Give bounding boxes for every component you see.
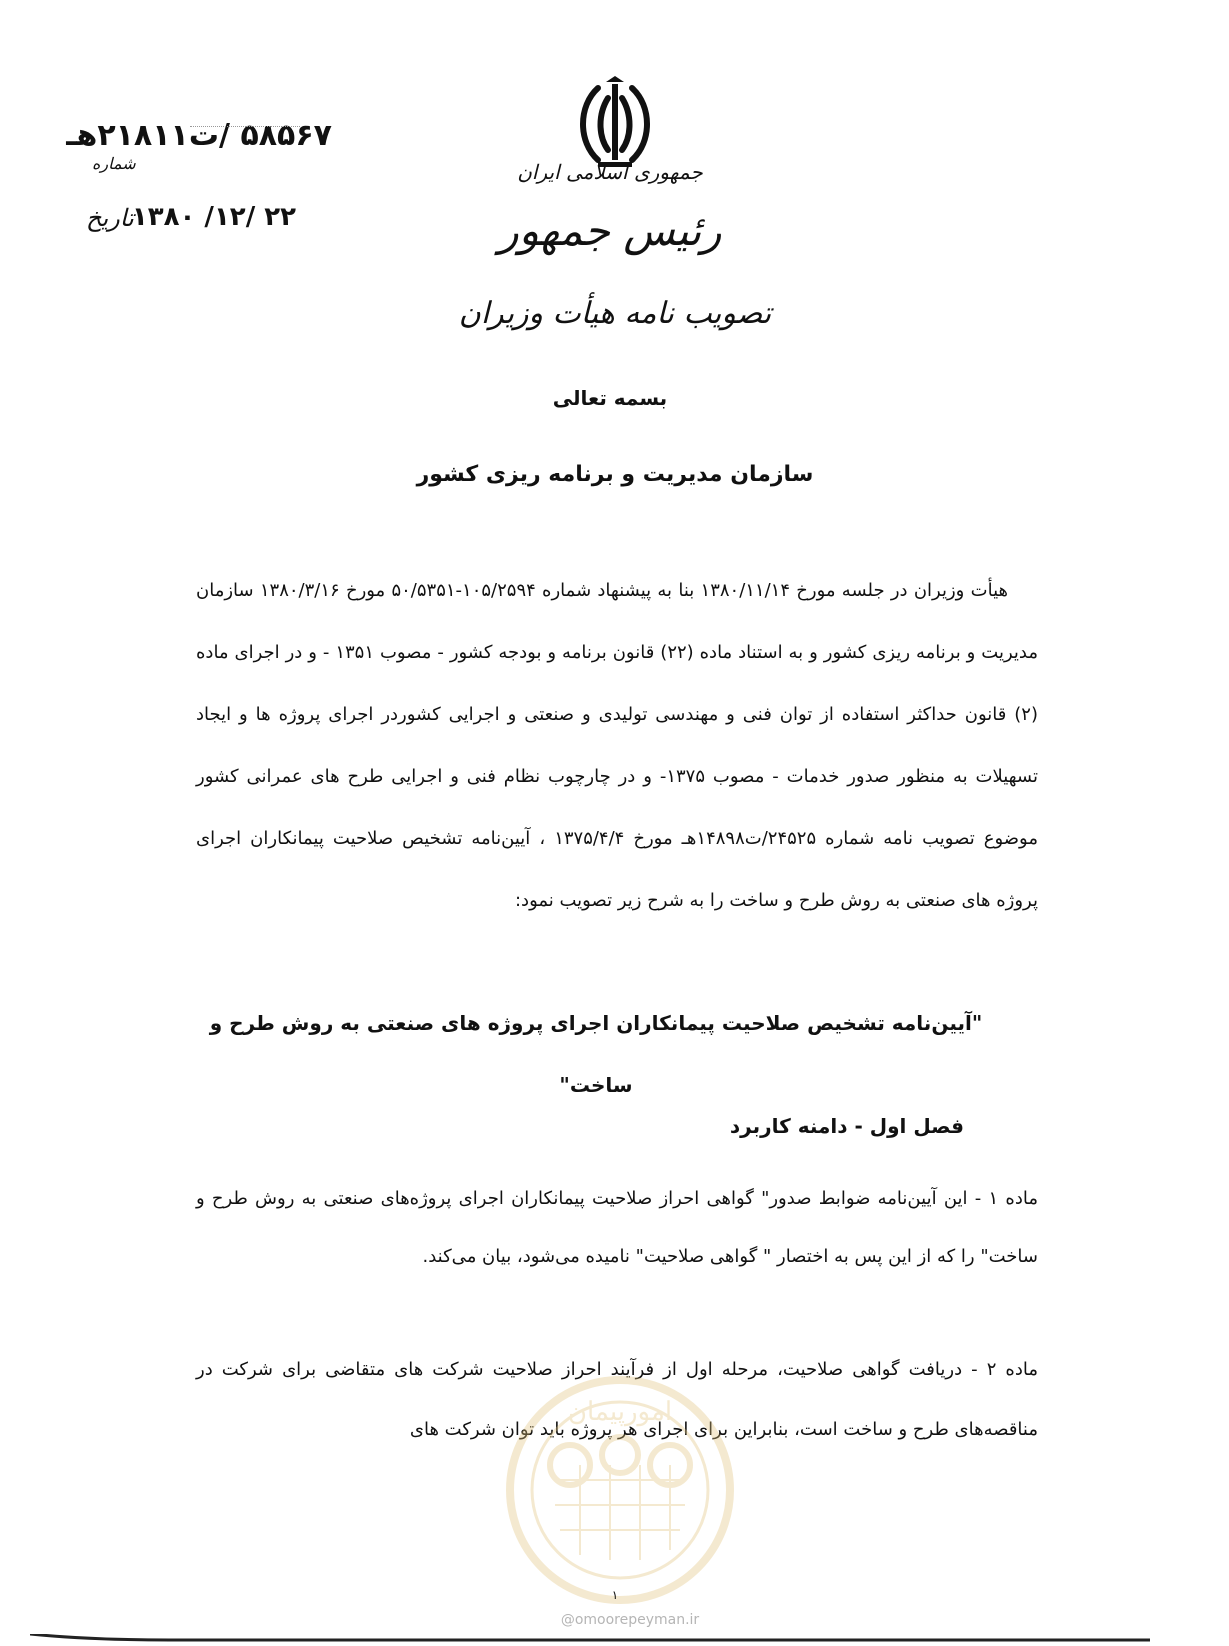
website-watermark: @omoorepeyman.ir <box>560 1612 700 1628</box>
bismillah: بسمه تعالی <box>552 386 668 410</box>
watermark-text: امورپیمان <box>567 1397 673 1427</box>
document-type: تصویب نامه هیأت وزیران <box>458 296 772 331</box>
office-title: رئیس جمهور <box>498 206 722 255</box>
number-dotted-line <box>190 126 300 128</box>
emblem-caption: جمهوری اسلامی ایران <box>517 160 703 184</box>
decree-body <box>196 560 1038 932</box>
scan-edge-line <box>30 1627 1150 1635</box>
regulation-title: "آیین‌نامه تشخیص صلاحیت پیمانکاران اجرای پروژه های صنعتی به روش طرح و ساخت" <box>209 1011 983 1097</box>
decree-body-text: هیأت وزیران در جلسه مورخ ۱۳۸۰/۱۱/۱۴ بنا به پیشنهاد شماره ۱۰۵/۲۵۹۴-۵۰/۵۳۵۱ مورخ ۱۳۸۰/۳/۱۶ سازمان مدیریت و برنامه ریزی کشور و به استناد ماده (۲۲) قانون برنامه و بودجه کشور - مصوب ۱۳۵۱ - و در اجرای ماده (۲) قانون حداکثر استفاده از توان فنی و مهندسی تولیدی و صنعتی و اجرایی کشوردر اجرای پروژه ها و ایجاد تسهیلات به منظور صدور خدمات - مصوب ۱۳۷۵- و در چارچوب نظام فنی و اجرایی طرح های عمرانی کشور موضوع تصویب نامه شماره ۲۴۵۲۵/ت۱۴۸۹۸هـ مورخ ۱۳۷۵/۴/۴ ، آیین‌نامه تشخیص صلاحیت پیمانکاران اجرای پروژه های صنعتی به روش طرح و ساخت را به شرح زیر تصویب نمود: <box>196 580 1038 911</box>
article-2-text: ماده ۲ - دریافت گواهی صلاحیت، مرحله اول از فرآیند احراز صلاحیت شرکت های متقاضی برای شرکت در مناقصه‌های طرح و ساخت است، بنابراین برای اجرای هر پروژه باید توان شرکت های <box>196 1359 1038 1440</box>
page-number: ۱ <box>611 1588 619 1602</box>
article-1 <box>196 1170 1038 1286</box>
article-1-text: ماده ۱ - این آیین‌نامه ضوابط صدور" گواهی احراز صلاحیت پیمانکاران اجرای پروژه‌های صنعتی به روش طرح و ساخت" را که از این پس به اختصار " گواهی صلاحیت" نامیده می‌شود، بیان می‌کند. <box>196 1188 1038 1267</box>
document-date-label: تاریخ <box>86 204 134 232</box>
iran-emblem-icon <box>568 76 662 172</box>
recipient-organization: سازمان مدیریت و برنامه ریزی کشور <box>416 462 814 487</box>
document-number-value: ۵۸۵۶۷ /ت۲۱۸۱۱هـ <box>66 118 332 153</box>
watermark-seal-icon <box>500 1370 740 1610</box>
document-number <box>66 118 362 173</box>
document-date-value: ۲۲ /۱۲/ ۱۳۸۰ <box>131 202 296 232</box>
document-date <box>86 200 296 240</box>
chapter-heading: فصل اول - دامنه کاربرد <box>729 1114 964 1138</box>
document-number-label: شماره <box>92 154 136 173</box>
